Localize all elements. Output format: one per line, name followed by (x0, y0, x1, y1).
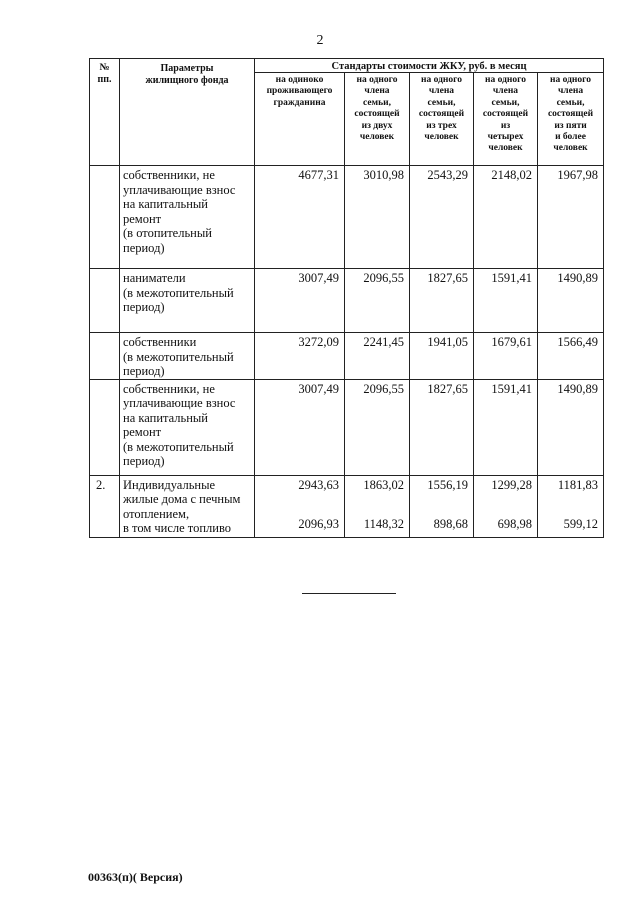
table-row (90, 269, 604, 333)
row-parameter: собственники, не уплачивающие взнос на капитальный ремонт (в межотопительный период) (120, 379, 255, 475)
value-single: 3272,09 (255, 333, 345, 380)
value-cell-four (474, 475, 538, 537)
header-col-single: на одиноко проживающего гражданина (255, 73, 345, 166)
value-two: 2096,55 (345, 269, 410, 333)
row-number (90, 269, 120, 333)
value-single: 4677,31 (255, 166, 345, 269)
document-code: 00363(п)( Версия) (88, 870, 183, 884)
header-parameters: Параметры жилищного фонда (120, 59, 255, 166)
value-four: 1591,41 (474, 379, 538, 475)
value-two: 2241,45 (345, 333, 410, 380)
value-fuel: 1148,32 (363, 516, 404, 531)
row-parameter: наниматели (в межотопительный период) (120, 269, 255, 333)
header-col-five: на одного члена семьи, состоящей из пяти и более человек (538, 73, 604, 166)
value-single: 3007,49 (255, 379, 345, 475)
value-cell-three (410, 475, 474, 537)
value-fuel: 2096,93 (298, 516, 339, 531)
row-number (90, 333, 120, 380)
row-parameter: Индивидуальные жилые дома с печным отоплением, в том числе топливо (120, 475, 255, 537)
value-three: 1827,65 (410, 269, 474, 333)
table-row (90, 166, 604, 269)
table-row (90, 379, 604, 475)
row-number (90, 379, 120, 475)
value-three: 1827,65 (410, 379, 474, 475)
row-parameter: собственники, не уплачивающие взнос на капитальный ремонт (в отопительный период) (120, 166, 255, 269)
table-row (90, 475, 604, 537)
value-fuel: 898,68 (433, 516, 468, 531)
value-two: 3010,98 (345, 166, 410, 269)
value-five: 1490,89 (538, 379, 604, 475)
value-three: 1941,05 (410, 333, 474, 380)
value-two: 2096,55 (345, 379, 410, 475)
row-parameter: собственники (в межотопительный период) (120, 333, 255, 380)
value-five: 1967,98 (538, 166, 604, 269)
header-col-three: на одного члена семьи, состоящей из трех человек (410, 73, 474, 166)
value-total: 1863,02 (363, 477, 404, 492)
value-total: 1181,83 (557, 477, 599, 492)
value-four: 1679,61 (474, 333, 538, 380)
value-five: 1566,49 (538, 333, 604, 380)
value-three: 2543,29 (410, 166, 474, 269)
value-five: 1490,89 (538, 269, 604, 333)
value-total: 2943,63 (298, 477, 339, 492)
row-number (90, 166, 120, 269)
value-fuel: 698,98 (497, 516, 532, 531)
value-single: 3007,49 (255, 269, 345, 333)
row-number: 2. (90, 475, 120, 537)
header-col-two: на одного члена семьи, состоящей из двух человек (345, 73, 410, 166)
header-col-four: на одного члена семьи, состоящей из четырех человек (474, 73, 538, 166)
header-number: № пп. (90, 59, 120, 166)
tariff-table (89, 58, 604, 538)
value-four: 1591,41 (474, 269, 538, 333)
header-standards: Стандарты стоимости ЖКУ, руб. в месяц (255, 59, 604, 73)
value-cell-single (255, 475, 345, 537)
value-four: 2148,02 (474, 166, 538, 269)
separator-line (302, 593, 396, 594)
value-total: 1299,28 (491, 477, 532, 492)
value-total: 1556,19 (427, 477, 468, 492)
table-row (90, 333, 604, 380)
page-number: 2 (316, 33, 324, 48)
value-cell-five (538, 475, 604, 537)
value-cell-two (345, 475, 410, 537)
value-fuel: 599,12 (563, 516, 599, 531)
